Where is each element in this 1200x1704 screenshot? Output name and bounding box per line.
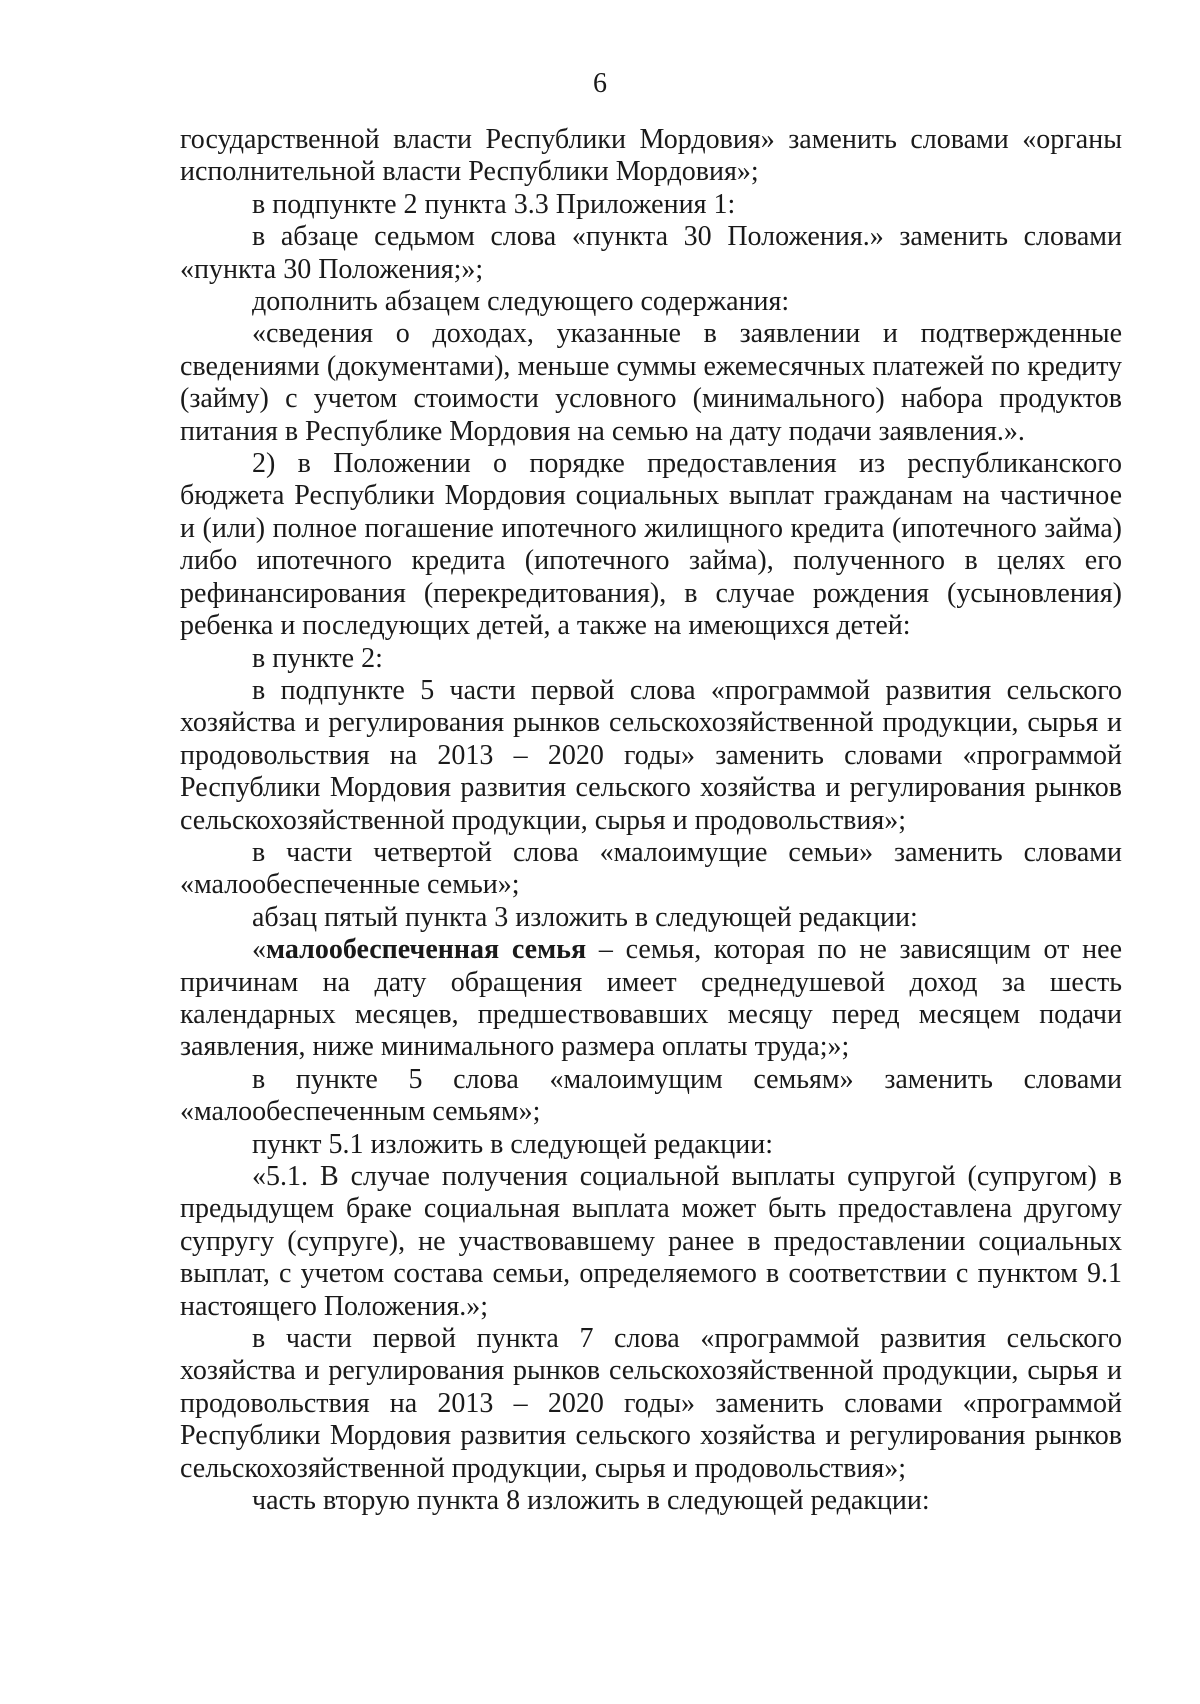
page-number: 6 [593,68,607,99]
paragraph-continuation: государственной власти Республики Мордовия» заменить словами «органы исполнительной власти Республики Мордовия»; [180,124,1122,188]
paragraph: пункт 5.1 изложить в следующей редакции: [252,1128,773,1160]
document-body [180,124,1122,1517]
definition-text: – семья, которая по не зависящим от нее причинам на дату обращения имеет среднедушевой доход за шесть календарных месяцев, предшествовавших месяцу перед месяцем подачи заявления, ниже минимального размера оплаты труда;»; [180,934,1123,1063]
paragraph: в пункте 5 слова «малоимущим семьям» заменить словами «малообеспеченным семьям»; [180,1063,1122,1128]
paragraph: в пункте 2: [252,642,383,674]
paragraph: в абзаце седьмом слова «пункта 30 Положения.» заменить словами «пункта 30 Положения;»; [180,221,1122,285]
paragraph: «сведения о доходах, указанные в заявлении и подтвержденные сведениями (документами), меньше суммы ежемесячных платежей по кредиту (займу) с учетом стоимости условного (минимального) набора продуктов питания в Республике Мордовия на семью на дату подачи заявления.». [180,318,1122,447]
paragraph: часть вторую пункта 8 изложить в следующей редакции: [252,1485,930,1517]
defined-term: малообеспеченная семья [266,934,587,966]
paragraph: 2) в Положении о порядке предоставления из республиканского бюджета Республики Мордовия социальных выплат гражданам на частичное и (или) полное погашение ипотечного жилищного кредита (ипотечного займа) либо ипотечного кредита (ипотечного займа), полученного в целях его рефинансирования (перекредитования), в случае рождения (усыновления) ребенка и последующих детей, а также на имеющихся детей: [180,448,1122,642]
paragraph: «5.1. В случае получения социальной выплаты супругой (супругом) в предыдущем браке социальная выплата может быть предоставлена другому супругу (супруге), не участвовавшему ранее в предоставлении социальных выплат, с учетом состава семьи, определяемого в соответствии с пунктом 9.1 настоящего Положения.»; [180,1161,1122,1322]
definition-prefix: « [252,934,266,966]
paragraph: в подпункте 5 части первой слова «программой развития сельского хозяйства и регулирования рынков сельскохозяйственной продукции, сырья и продовольствия на 2013 – 2020 годы» заменить словами «программой Республики Мордовия развития сельского хозяйства и регулирования рынков сельскохозяйственной продукции, сырья и продовольствия»; [180,674,1122,836]
paragraph: в части четвертой слова «малоимущие семьи» заменить словами «малообеспеченные семьи»; [180,836,1122,901]
paragraph: в подпункте 2 пункта 3.3 Приложения 1: [252,188,736,220]
paragraph: абзац пятый пункта 3 изложить в следующей редакции: [252,901,918,933]
paragraph: в части первой пункта 7 слова «программой развития сельского хозяйства и регулирования рынков сельскохозяйственной продукции, сырья и продовольствия на 2013 – 2020 годы» заменить словами «программой Республики Мордовия развития сельского хозяйства и регулирования рынков сельскохозяйственной продукции, сырья и продовольствия»; [180,1323,1122,1484]
paragraph: дополнить абзацем следующего содержания: [252,286,790,318]
paragraph-definition [180,934,1122,1064]
